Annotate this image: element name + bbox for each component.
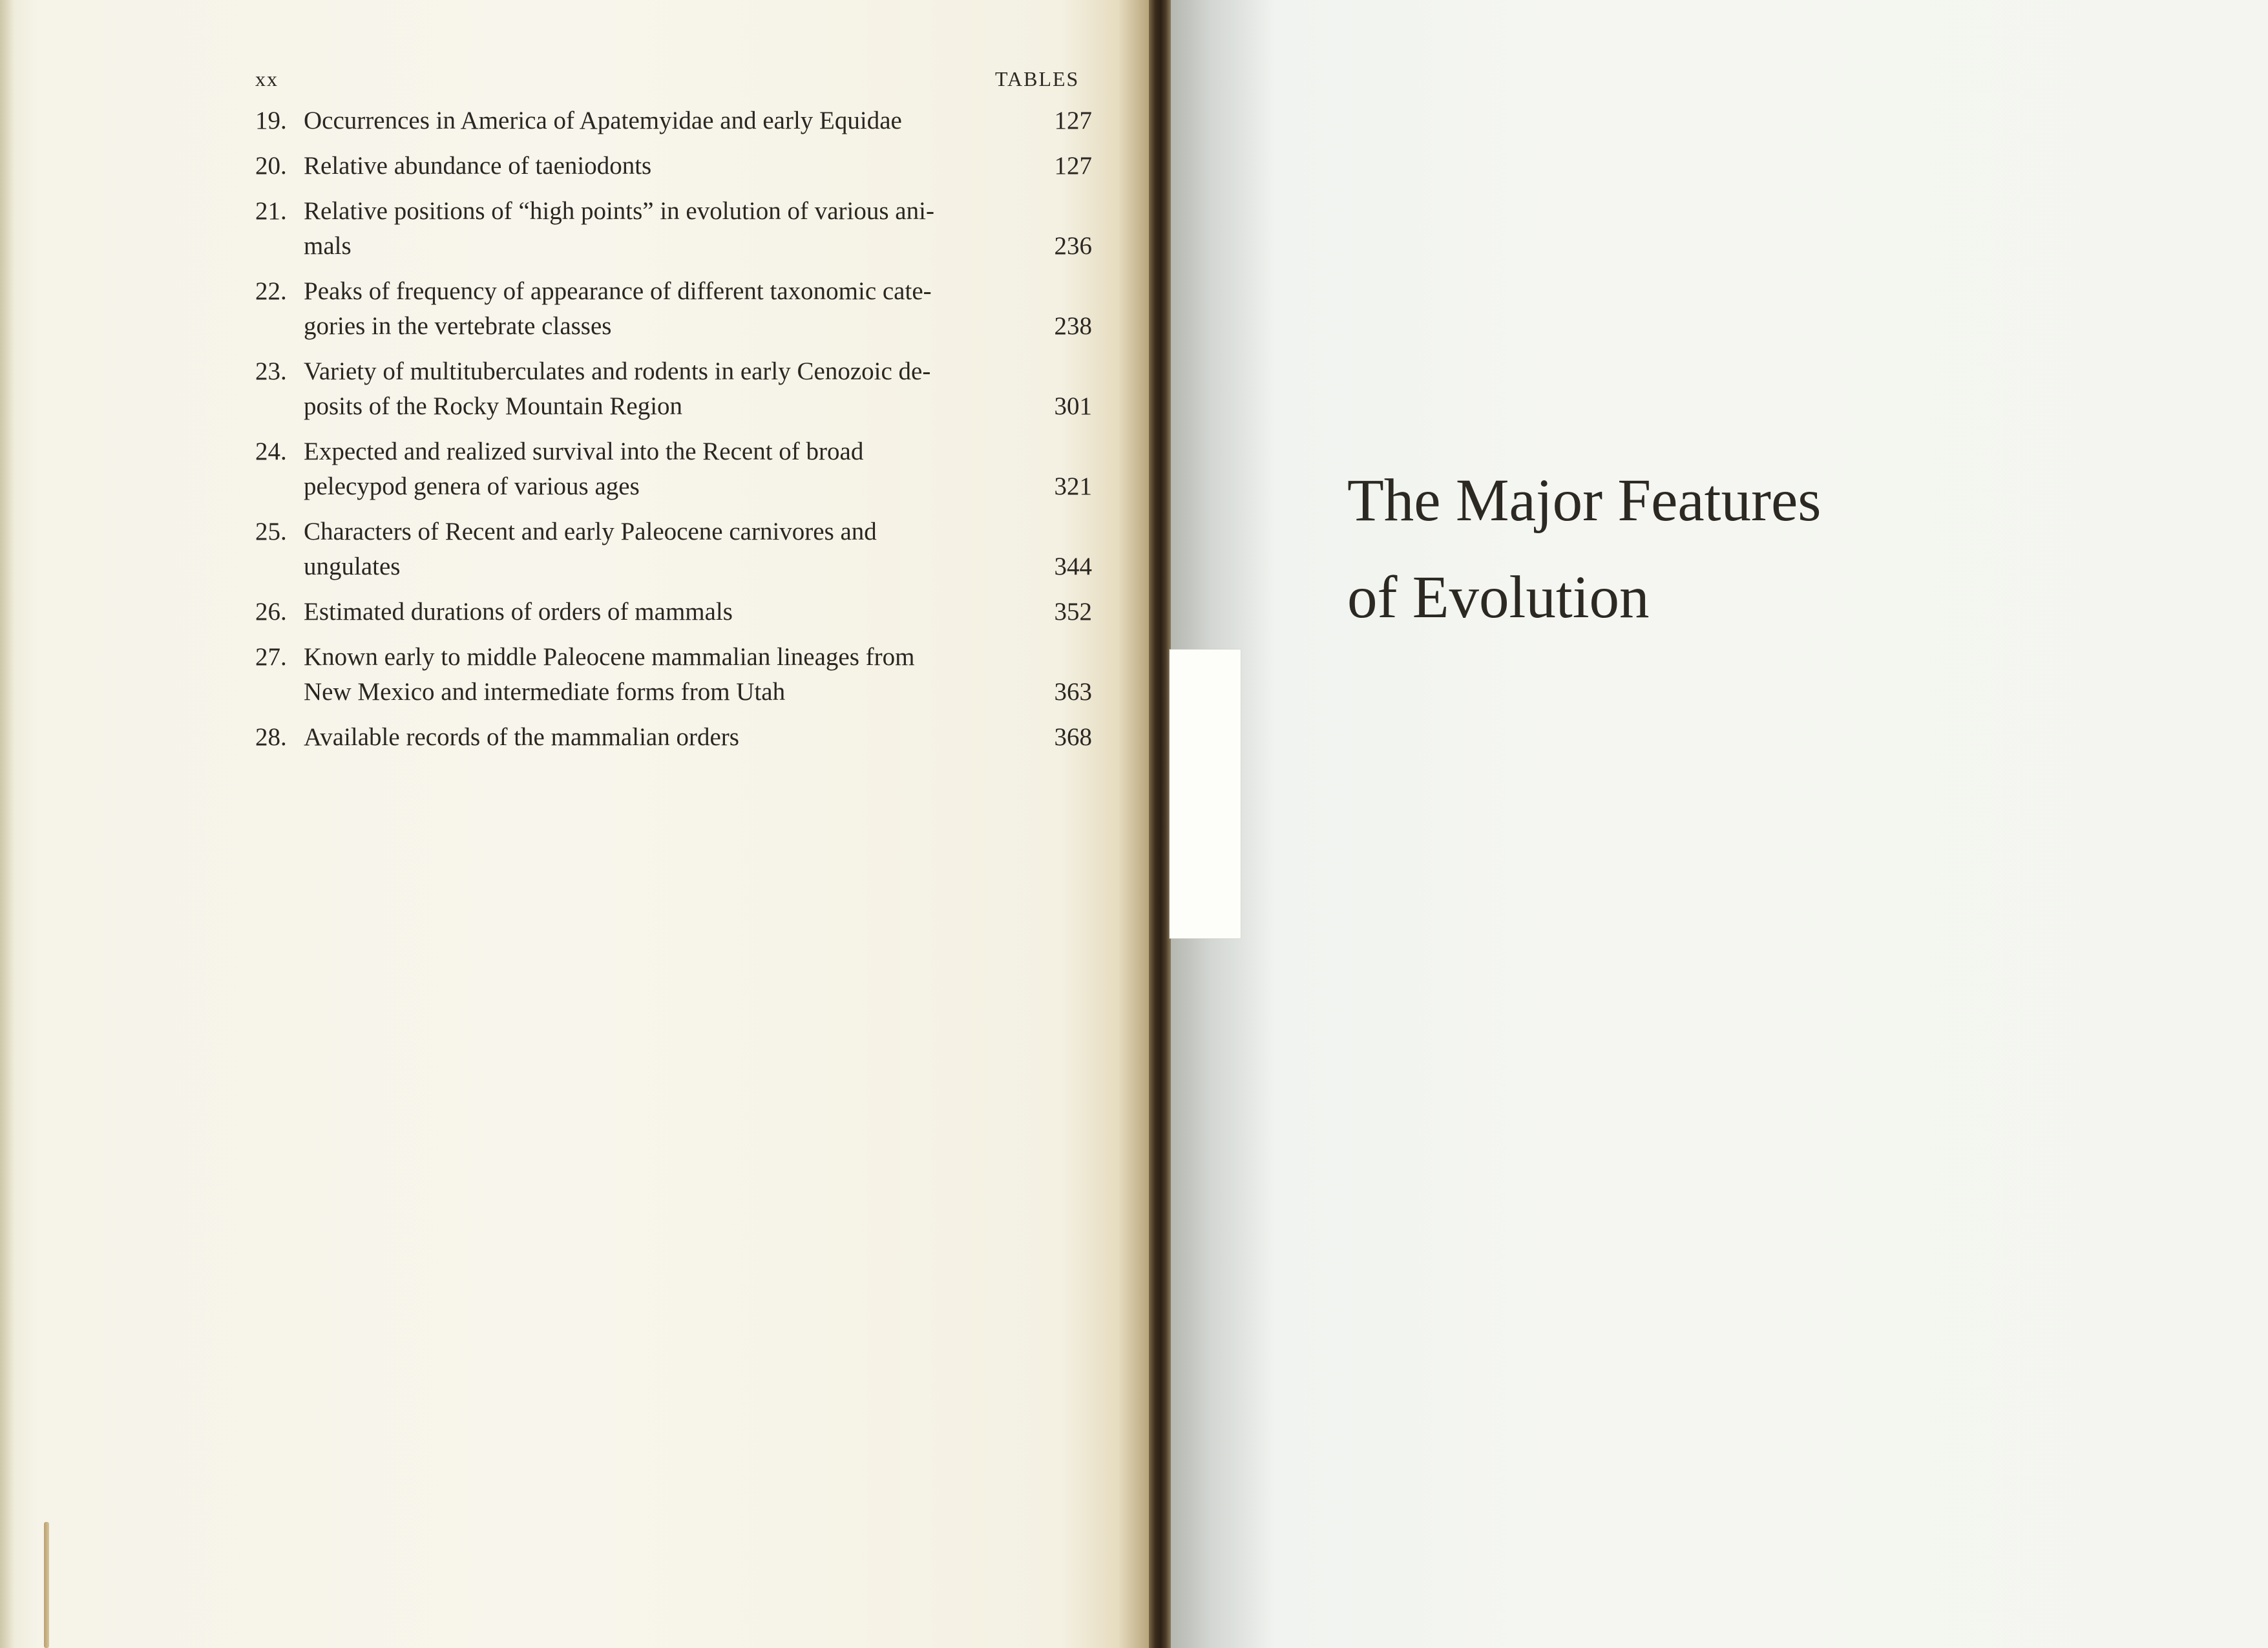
list-item <box>255 194 1092 264</box>
entry-page-number: 363 <box>1054 678 1092 706</box>
entry-number: 22. <box>255 277 287 305</box>
entry-title <box>304 434 1037 504</box>
list-item <box>255 595 1092 629</box>
list-item <box>255 514 1092 584</box>
entry-page-number: 127 <box>1054 152 1092 180</box>
entry-title-line: posits of the Rocky Mountain Region <box>304 392 683 420</box>
entry-title-line: pelecypod genera of various ages <box>304 472 640 500</box>
entry-title-line: Available records of the mammalian orders <box>304 723 739 751</box>
entry-page-number: 352 <box>1054 598 1092 626</box>
entry-title-line: Peaks of frequency of appearance of different taxonomic cate- <box>304 277 932 305</box>
entry-number: 24. <box>255 438 287 465</box>
list-item <box>255 354 1092 424</box>
entry-title-line: mals <box>304 232 352 260</box>
entry-title <box>304 103 1037 138</box>
entry-title <box>304 354 1037 424</box>
list-item <box>255 640 1092 710</box>
entry-title-line: Relative positions of “high points” in evolution of various ani- <box>304 197 934 225</box>
entry-title <box>304 595 1037 629</box>
right-page <box>1171 0 2268 1648</box>
table-list <box>255 103 1092 765</box>
entry-title <box>304 720 1037 755</box>
running-head-title: TABLES <box>995 67 1080 90</box>
page-number-roman: xx <box>255 67 278 90</box>
entry-page-number: 344 <box>1054 553 1092 580</box>
half-title-line-1: The Major Features <box>1347 467 1822 534</box>
entry-page-number: 236 <box>1054 232 1092 260</box>
book-gutter <box>1149 0 1171 1648</box>
entry-title <box>304 149 1037 184</box>
entry-page-number: 238 <box>1054 312 1092 340</box>
entry-title-line: Relative abundance of taeniodonts <box>304 152 652 180</box>
entry-title-line: Known early to middle Paleocene mammalian lineages from <box>304 643 915 671</box>
entry-page-number: 127 <box>1054 107 1092 134</box>
entry-number: 20. <box>255 152 287 180</box>
entry-title-line: Characters of Recent and early Paleocene carnivores and <box>304 518 877 545</box>
entry-number: 26. <box>255 598 287 626</box>
entry-title-line: Estimated durations of orders of mammals <box>304 598 733 626</box>
entry-title-line: ungulates <box>304 553 401 580</box>
list-item <box>255 103 1092 138</box>
entry-title-line: Expected and realized survival into the Recent of broad <box>304 438 864 465</box>
half-title-line-2: of Evolution <box>1347 564 1650 631</box>
entry-title <box>304 514 1037 584</box>
entry-number: 27. <box>255 643 287 671</box>
entry-page-number: 301 <box>1054 392 1092 420</box>
entry-title-line: Occurrences in America of Apatemyidae and early Equidae <box>304 107 902 134</box>
entry-number: 19. <box>255 107 287 134</box>
half-title <box>1347 452 1821 646</box>
entry-number: 28. <box>255 723 287 751</box>
entry-title <box>304 274 1037 344</box>
entry-title <box>304 194 1037 264</box>
list-item <box>255 274 1092 344</box>
list-item <box>255 149 1092 184</box>
entry-title-line: New Mexico and intermediate forms from Utah <box>304 678 786 706</box>
list-item <box>255 720 1092 755</box>
entry-title-line: Variety of multituberculates and rodents in early Cenozoic de- <box>304 357 931 385</box>
entry-number: 23. <box>255 357 287 385</box>
entry-page-number: 368 <box>1054 723 1092 751</box>
entry-title-line: gories in the vertebrate classes <box>304 312 612 340</box>
list-item <box>255 434 1092 504</box>
page-edge-mark <box>44 1522 49 1648</box>
paper-insert <box>1170 650 1241 938</box>
entry-title <box>304 640 1037 710</box>
page-edge-shadow <box>0 0 14 1648</box>
entry-page-number: 321 <box>1054 472 1092 500</box>
entry-number: 25. <box>255 518 287 545</box>
entry-number: 21. <box>255 197 287 225</box>
